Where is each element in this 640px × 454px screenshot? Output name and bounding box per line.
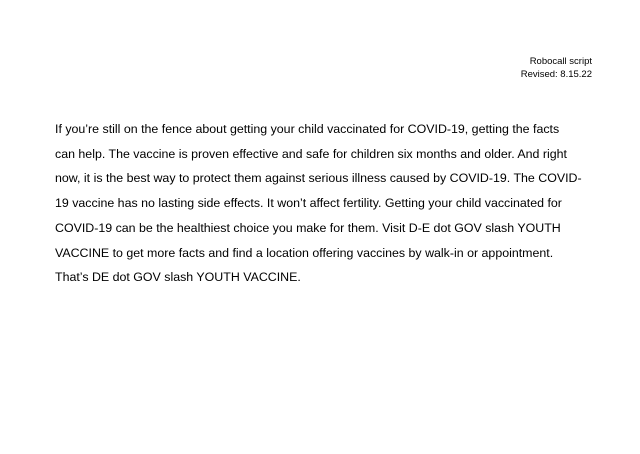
paragraph-line: COVID-19 can be the healthiest choice you make for them. Visit D-E dot GOV slash YOUTH [55,220,561,235]
paragraph-line: can help. The vaccine is proven effective and safe for children six months and older. And right [55,146,567,161]
revision-date: Revised: 8.15.22 [520,69,592,80]
document-header [521,55,592,81]
paragraph-line: If you’re still on the fence about getting your child vaccinated for COVID-19, getting the facts [55,122,560,136]
paragraph-line: VACCINE to get more facts and find a location offering vaccines by walk-in or appointment. [55,245,554,260]
paragraph-line: 19 vaccine has no lasting side effects. It won’t affect fertility. Getting your child vaccinated for [55,196,562,211]
paragraph-line: That’s DE dot GOV slash YOUTH VACCINE. [55,270,301,285]
paragraph-line: now, it is the best way to protect them against serious illness caused by COVID-19. The COVID- [55,171,582,186]
header-title: Robocall script [529,56,592,67]
script-paragraph [55,117,593,290]
